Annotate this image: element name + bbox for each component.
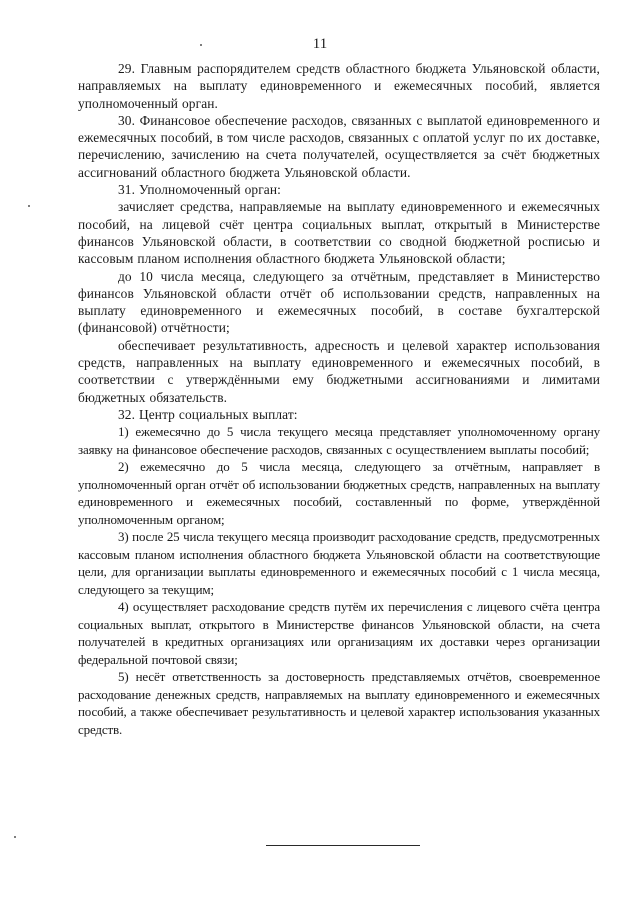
paragraph-31-item-3: обеспечивает результативность, адресность и целевой характер использования средств, направленных на выплату единовременного и ежемесячных пособий, в соответствии с утверждёнными ему бюджетными ассигнованиями и лимитами бюджетных обязательств. <box>78 337 600 405</box>
paragraph-32-item-3: 3) после 25 числа текущего месяца производит расходование средств, предусмотренных кассовым планом исполнения областного бюджета Ульяновской области на соответствующие цели, для организации выплаты единовременного и ежемесячных пособий с 1 числа месяца, следующего за текущим; <box>78 529 600 597</box>
scan-speck <box>200 44 202 46</box>
paragraph-30: 30. Финансовое обеспечение расходов, связанных с выплатой единовременного и ежемесячных пособий, в том числе расходов, связанных с оплатой услуг по их доставке, перечислению, зачислению на счета получателей, осуществляется за счёт бюджетных ассигнований областного бюджета Ульяновской области. <box>78 112 600 180</box>
paragraph-32-item-4: 4) осуществляет расходование средств путём их перечисления с лицевого счёта центра социальных выплат, открытого в Министерстве финансов Ульяновской области, на счета получателей в кредитных организациях или организациям их доставки через организации федеральной почтовой связи; <box>78 599 600 667</box>
paragraph-32-item-5: 5) несёт ответственность за достоверность представляемых отчётов, своевременное расходование денежных средств, направляемых на выплату единовременного и ежемесячных пособий, а также обеспечивает результативность и целевой характер использования указанных средств. <box>78 669 600 737</box>
paragraph-31-item-1: зачисляет средства, направляемые на выплату единовременного и ежемесячных пособий, на лицевой счёт центра социальных выплат, открытый в Министерстве финансов Ульяновской области, в соответствии со сводной бюджетной росписью и кассовым планом исполнения областного бюджета Ульяновской области; <box>78 199 600 267</box>
paragraph-32-heading: 32. Центр социальных выплат: <box>118 406 298 422</box>
document-body <box>78 60 600 738</box>
paragraph-32-item-1: 1) ежемесячно до 5 числа текущего месяца представляет уполномоченному органу заявку на финансовое обеспечение расходов, связанных с осуществлением выплаты пособий; <box>78 424 600 457</box>
paragraph-29: 29. Главным распорядителем средств областного бюджета Ульяновской области, направляемых на выплату единовременного и ежемесячных пособий, является уполномоченный орган. <box>78 61 600 111</box>
page-number: 11 <box>312 36 328 52</box>
closing-rule <box>266 845 420 846</box>
paragraph-31-item-2: до 10 числа месяца, следующего за отчётным, представляет в Министерство финансов Ульяновской области отчёт об использовании средств, направленных на выплату единовременного и ежемесячных пособий, в составе бухгалтерской (финансовой) отчётности; <box>78 268 600 336</box>
scan-speck <box>14 836 16 838</box>
paragraph-31-heading: 31. Уполномоченный орган: <box>118 182 281 198</box>
paragraph-32-item-2: 2) ежемесячно до 5 числа месяца, следующего за отчётным, направляет в уполномоченный орган отчёт об использовании бюджетных средств, направленных на выплату единовременного и ежемесячных пособий, составленный по форме, утверждённой уполномоченным органом; <box>78 459 600 527</box>
scan-speck <box>28 205 30 207</box>
